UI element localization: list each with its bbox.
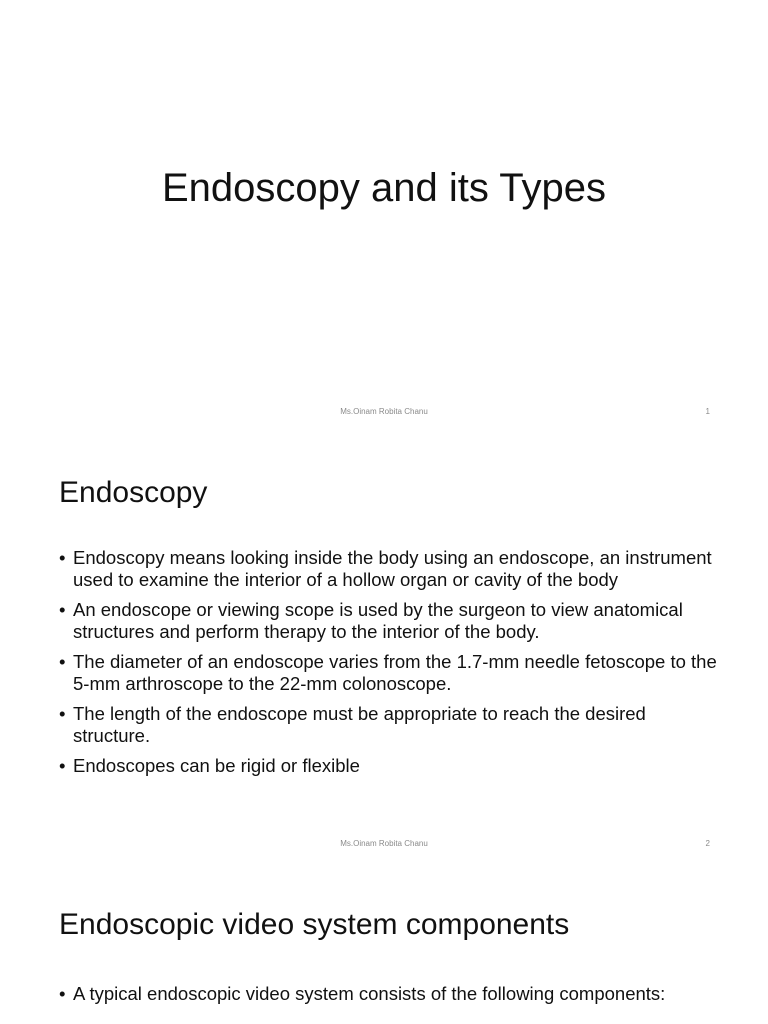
bullet-glyph: •	[59, 599, 66, 620]
bullet-item	[59, 651, 719, 695]
slide-3	[0, 864, 768, 1024]
bullet-text: The length of the endoscope must be appropriate to reach the desired structure.	[73, 703, 646, 746]
bullet-item	[59, 599, 719, 643]
bullet-item	[59, 983, 719, 1005]
bullet-glyph: •	[59, 651, 66, 672]
slide-2	[0, 432, 768, 864]
bullet-text: Endoscopes can be rigid or flexible	[73, 755, 360, 776]
bullet-list	[59, 983, 719, 1013]
slide-footer-author: Ms.Oinam Robita Chanu	[340, 839, 428, 848]
slide-heading: Endoscopy	[59, 476, 208, 509]
bullet-list	[59, 547, 719, 785]
bullet-item	[59, 755, 719, 777]
bullet-item	[59, 703, 719, 747]
slide-title: Endoscopy and its Types	[162, 166, 606, 210]
bullet-glyph: •	[59, 983, 66, 1004]
slide-footer-author: Ms.Oinam Robita Chanu	[340, 407, 428, 416]
bullet-text: The diameter of an endoscope varies from the 1.7-mm needle fetoscope to the 5-mm arthroscope to the 22-mm colonoscope.	[73, 651, 717, 694]
bullet-glyph: •	[59, 703, 66, 724]
bullet-item	[59, 547, 719, 591]
bullet-text: An endoscope or viewing scope is used by the surgeon to view anatomical structures and perform therapy to the interior of the body.	[73, 599, 683, 642]
slide-page-number: 1	[705, 407, 710, 416]
slide-1	[0, 0, 768, 432]
bullet-text: Endoscopy means looking inside the body using an endoscope, an instrument used to examine the interior of a hollow organ or cavity of the body	[73, 547, 712, 590]
slide-page-number: 2	[705, 839, 710, 848]
bullet-text: A typical endoscopic video system consists of the following components:	[73, 983, 666, 1004]
slide-heading: Endoscopic video system components	[59, 908, 570, 941]
bullet-glyph: •	[59, 547, 66, 568]
bullet-glyph: •	[59, 755, 66, 776]
